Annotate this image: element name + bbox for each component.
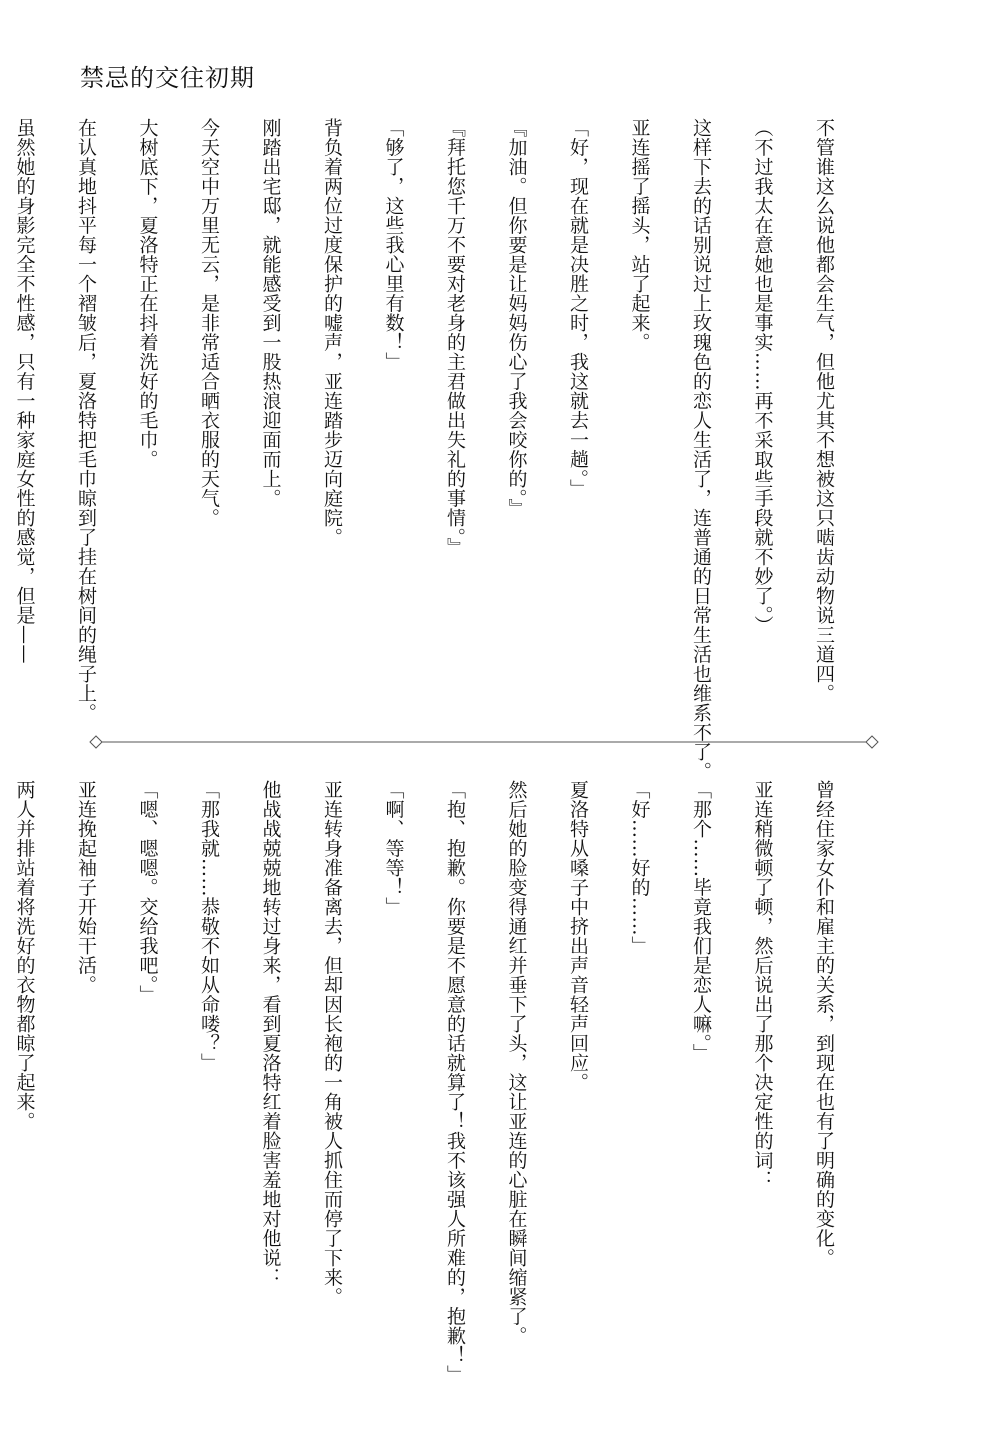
- paragraph: 这样下去的话别说过上玫瑰色的恋人生活了，连普通的日常生活也维系不了。: [690, 118, 712, 781]
- paragraph: 他战战兢兢地转过身来，看到夏洛特红着脸害羞地对他说：: [259, 780, 282, 1287]
- paragraph: 两人并排站着将洗好的衣物都晾了起来。: [13, 780, 36, 1131]
- paragraph: 亚连挽起袖子开始干活。: [75, 780, 97, 995]
- paragraph: 「好，现在就是决胜之时，我这就去一趟。」: [567, 118, 589, 499]
- paragraph: 今天空中万里无云，是非常适合晒衣服的天气。: [198, 118, 220, 528]
- paragraph: 背负着两位过度保护的嘘声，亚连踏步迈向庭院。: [321, 118, 343, 547]
- paragraph: 曾经住家女仆和雇主的关系，到现在也有了明确的变化。: [813, 780, 835, 1268]
- paragraph: 「够了，这些我心里有数！」: [382, 118, 405, 372]
- paragraph: 「嗯、嗯嗯。交给我吧。」: [136, 780, 159, 1005]
- paragraph: 在认真地抖平每一个褶皱后，夏洛特把毛巾晾到了挂在树间的绳子上。: [75, 118, 97, 723]
- paragraph: 刚踏出宅邸，就能感受到一股热浪迎面而上。: [259, 118, 282, 508]
- paragraph: 『加油。但你要是让妈妈伤心了我会咬你的。』: [505, 118, 528, 518]
- paragraph: 「那个……毕竟我们是恋人嘛。」: [690, 780, 712, 1063]
- paragraph: 亚连稍微顿了顿，然后说出了那个决定性的词：: [751, 780, 774, 1190]
- paragraph: 然后她的脸变得通红并垂下了头，这让亚连的心脏在瞬间缩紧了。: [505, 780, 528, 1346]
- paragraph: 大树底下，夏洛特正在抖着洗好的毛巾。: [136, 118, 159, 469]
- paragraph: 亚连转身准备离去，但却因长袍的一角被人抓住而停了下来。: [321, 780, 343, 1307]
- paragraph: 「抱、抱歉。你要是不愿意的话就算了！我不该强人所难的，抱歉！」: [444, 780, 466, 1385]
- page-title: 禁忌的交往初期: [80, 64, 255, 92]
- divider-ornament-icon: [88, 732, 880, 752]
- text-column-top: [0, 118, 875, 781]
- paragraph: （不过我太在意她也是事实……再不采取些手段就不妙了。）: [751, 118, 774, 635]
- section-divider: [88, 732, 880, 752]
- paragraph: 亚连摇了摇头，站了起来。: [628, 118, 651, 352]
- text-column-bottom: [0, 780, 875, 1400]
- paragraph: 「那我就……恭敬不如从命喽？」: [198, 780, 220, 1073]
- paragraph: 不管谁这么说他都会生气，但他尤其不想被这只啮齿动物说三道四。: [813, 118, 835, 703]
- paragraph: 虽然她的身影完全不性感，只有一种家庭女性的感觉，但是——: [13, 118, 36, 664]
- paragraph: 夏洛特从嗓子中挤出声音轻声回应。: [567, 780, 589, 1092]
- paragraph: 「啊、等等！」: [382, 780, 405, 917]
- paragraph: 『拜托您千万不要对老身的主君做出失礼的事情。』: [444, 118, 466, 557]
- paragraph: 「好……好的……」: [628, 780, 651, 956]
